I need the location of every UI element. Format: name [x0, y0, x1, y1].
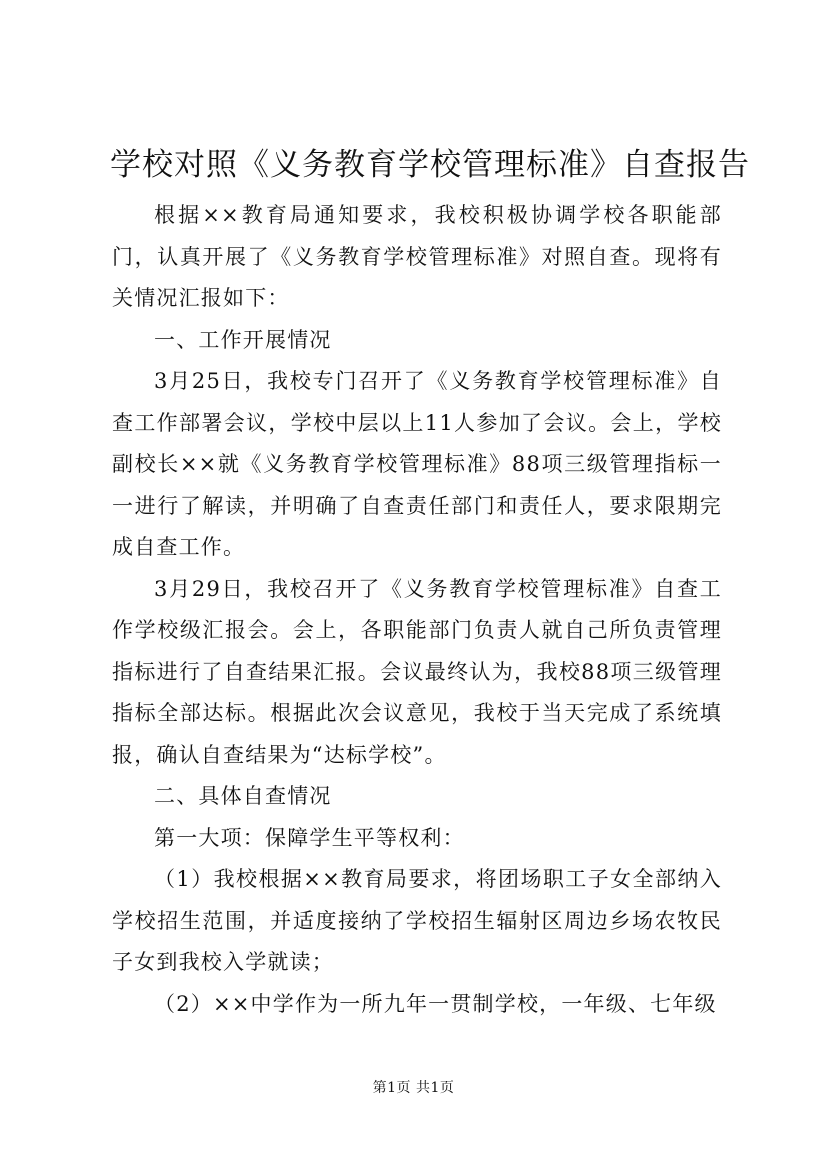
list-item-1: （1）我校根据××教育局要求，将团场职工子女全部纳入学校招生范围，并适度接纳了学校招生辐射区周边乡场农牧民子女到我校入学就读；	[112, 867, 722, 974]
page-footer: 第1页 共1页	[372, 1080, 455, 1096]
section-heading-work-progress: 一、工作开展情况	[154, 327, 332, 352]
section-heading-self-check: 二、具体自查情况	[154, 784, 332, 808]
document-title: 学校对照《义务教育学校管理标准》自查报告	[110, 147, 750, 183]
intro-paragraph: 根据××教育局通知要求，我校积极协调学校各职能部门，认真开展了《义务教育学校管理标准》对照自查。现将有关情况汇报如下：	[112, 203, 722, 310]
list-item-2: （2）××中学作为一所九年一贯制学校，一年级、七年级	[154, 991, 717, 1016]
subsection-heading-equal-rights: 第一大项：保障学生平等权利：	[154, 825, 465, 850]
paragraph-march-25: 3月25日，我校专门召开了《义务教育学校管理标准》自查工作部署会议，学校中层以上11人参加了会议。会上，学校副校长××就《义务教育学校管理标准》88项三级管理指标一一进行了解读，并明确了自查责任部门和责任人，要求限期完成自查工作。	[112, 369, 722, 559]
paragraph-march-29: 3月29日，我校召开了《义务教育学校管理标准》自查工作学校级汇报会。会上，各职能部门负责人就自己所负责管理指标进行了自查结果汇报。会议最终认为，我校88项三级管理指标全部达标。根据此次会议意见，我校于当天完成了系统填报，确认自查结果为“达标学校”。	[112, 576, 722, 767]
document-body	[112, 195, 722, 1025]
